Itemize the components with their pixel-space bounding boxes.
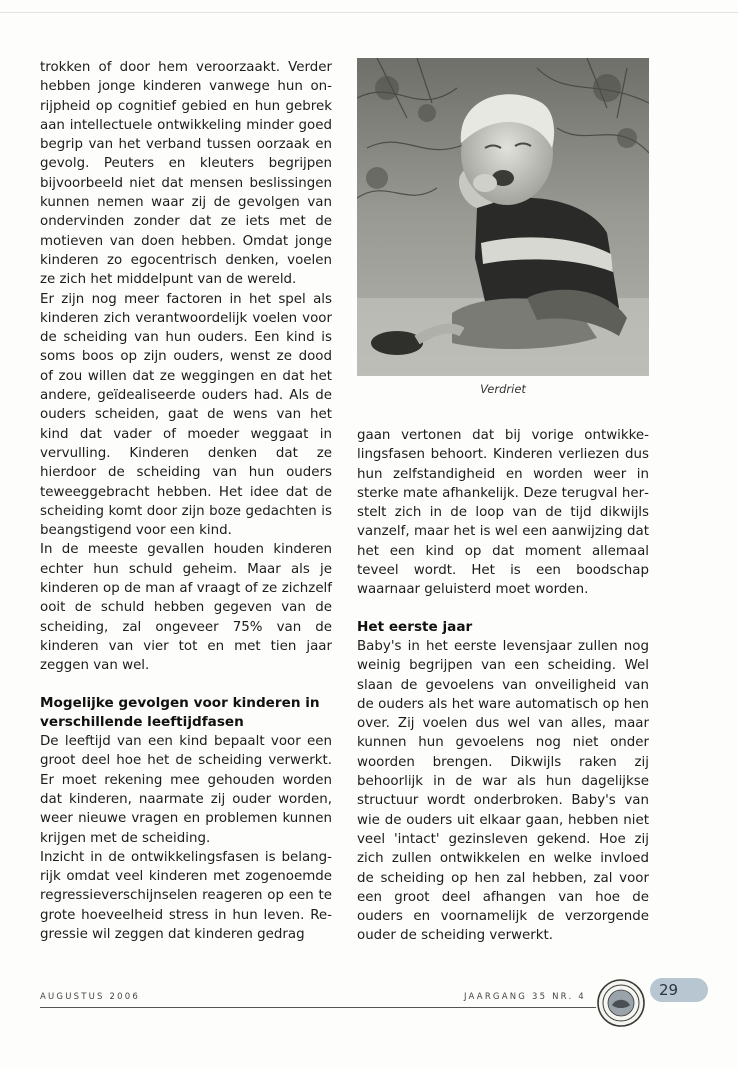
journal-seal-icon [596,978,646,1028]
right-column [357,58,649,946]
footer-date: AUGUSTUS 2006 [40,992,140,1002]
right-paragraph-1: gaan vertonen dat bij vorige ontwikkelingsfasen behoort. Kinderen verliezen dus hun zelfstandigheid en worden weer in sterke mate afhankelijk. Deze terugval herstelt zich in de loop van de tijd dikwijls vanzelf, maar het is wel een aanwijzing dat het een kind op dat moment allemaal teveel wordt. Het is een boodschap waarnaar geluisterd moet worden. [357,428,649,598]
left-section-paragraph-2: Inzicht in de ontwikkelingsfasen is belangrijk omdat veel kinderen met zogenoemde regressieverschijnselen reageren op een te grote hoeveelheid stress in hun leven. Regressie wil zeggen dat kinderen gedrag [40,849,332,943]
left-paragraph-3: In de meeste gevallen houden kinderen echter hun schuld geheim. Maar als je kinderen op de man af vraagt of ze zichzelf ooit de schuld hebben gegeven van de scheiding, zal ongeveer 75% van de kinderen van vier tot en met tien jaar zeggen van wel. [40,542,332,674]
footer-rule [40,1007,596,1008]
section-heading-leeftijdfasen: Mogelijke gevolgen voor kinderen in verschillende leeftijdfasen [40,694,320,730]
crying-child-photo [357,58,649,376]
left-paragraph-1: trokken of door hem veroorzaakt. Verder hebben jonge kinderen vanwege hun onrijpheid op cognitief gebied en hun gebrek aan intellectuele ontwikkeling minder goed begrip van het verband tussen oorzaak en gevolg. Peuters en kleuters begrijpen bijvoorbeeld niet dat mensen beslissingen kunnen nemen waar zij de gevolgen van ondervinden zonder dat ze iets met de motieven van doen hebben. Omdat jonge kinderen zo egocentrisch denken, voelen ze zich het middelpunt van de wereld. [40,60,332,288]
right-text-block [357,426,649,946]
page-number-badge: 29 [650,978,708,1002]
footer-volume: JAARGANG 35 NR. 4 [464,992,586,1002]
right-section-paragraph-1: Baby's in het eerste levensjaar zullen nog weinig begrijpen van een scheiding. Wel slaan de gevoelens van onveiligheid van de ouders als het ware automatisch op hen over. Zij voelen dus wel van alles, maar kunnen hun gevoelens nog niet onder woorden brengen. Dikwijls raken zij behoorlijk in de war als hun dagelijkse structuur wordt onderbroken. Baby's van wie de ouders uit elkaar gaan, hebben niet veel 'intact' gezinsleven gekend. Hoe zij zich zullen ontwikkelen en welke invloed de scheiding op hen zal hebben, zal voor een groot deel afhangen van hoe de ouders en voornamelijk de verzorgende ouder de scheiding verwerkt. [357,638,649,944]
photo-illustration [357,58,649,376]
section-heading-eerste-jaar: Het eerste jaar [357,618,473,635]
top-rule [0,12,738,13]
page-footer [40,992,650,1032]
left-paragraph-2: Er zijn nog meer factoren in het spel als kinderen zich verantwoordelijk voelen voor de scheiding van hun ouders. Een kind is soms boos op zijn ouders, wenst ze dood of zou willen dat ze weggingen en dat het andere, geïdealiseerde ouders had. Als de ouders scheiden, gaat de wens van het kind dat vader of moeder weggaat in vervulling. Kinderen denken dat ze hierdoor de scheiding van hun ouders teweeggebracht hebben. Het idee dat de scheiding komt door zijn boze gedachten is beangstigend voor een kind. [40,291,332,539]
left-section-paragraph-1: De leeftijd van een kind bepaalt voor een groot deel hoe het de scheiding verwerkt. Er moet rekening mee gehouden worden dat kinderen, naarmate zij ouder worden, weer nieuwe vragen en problemen kunnen krijgen met de scheiding. [40,734,332,846]
left-column [40,58,332,944]
photo-caption: Verdriet [480,382,526,396]
